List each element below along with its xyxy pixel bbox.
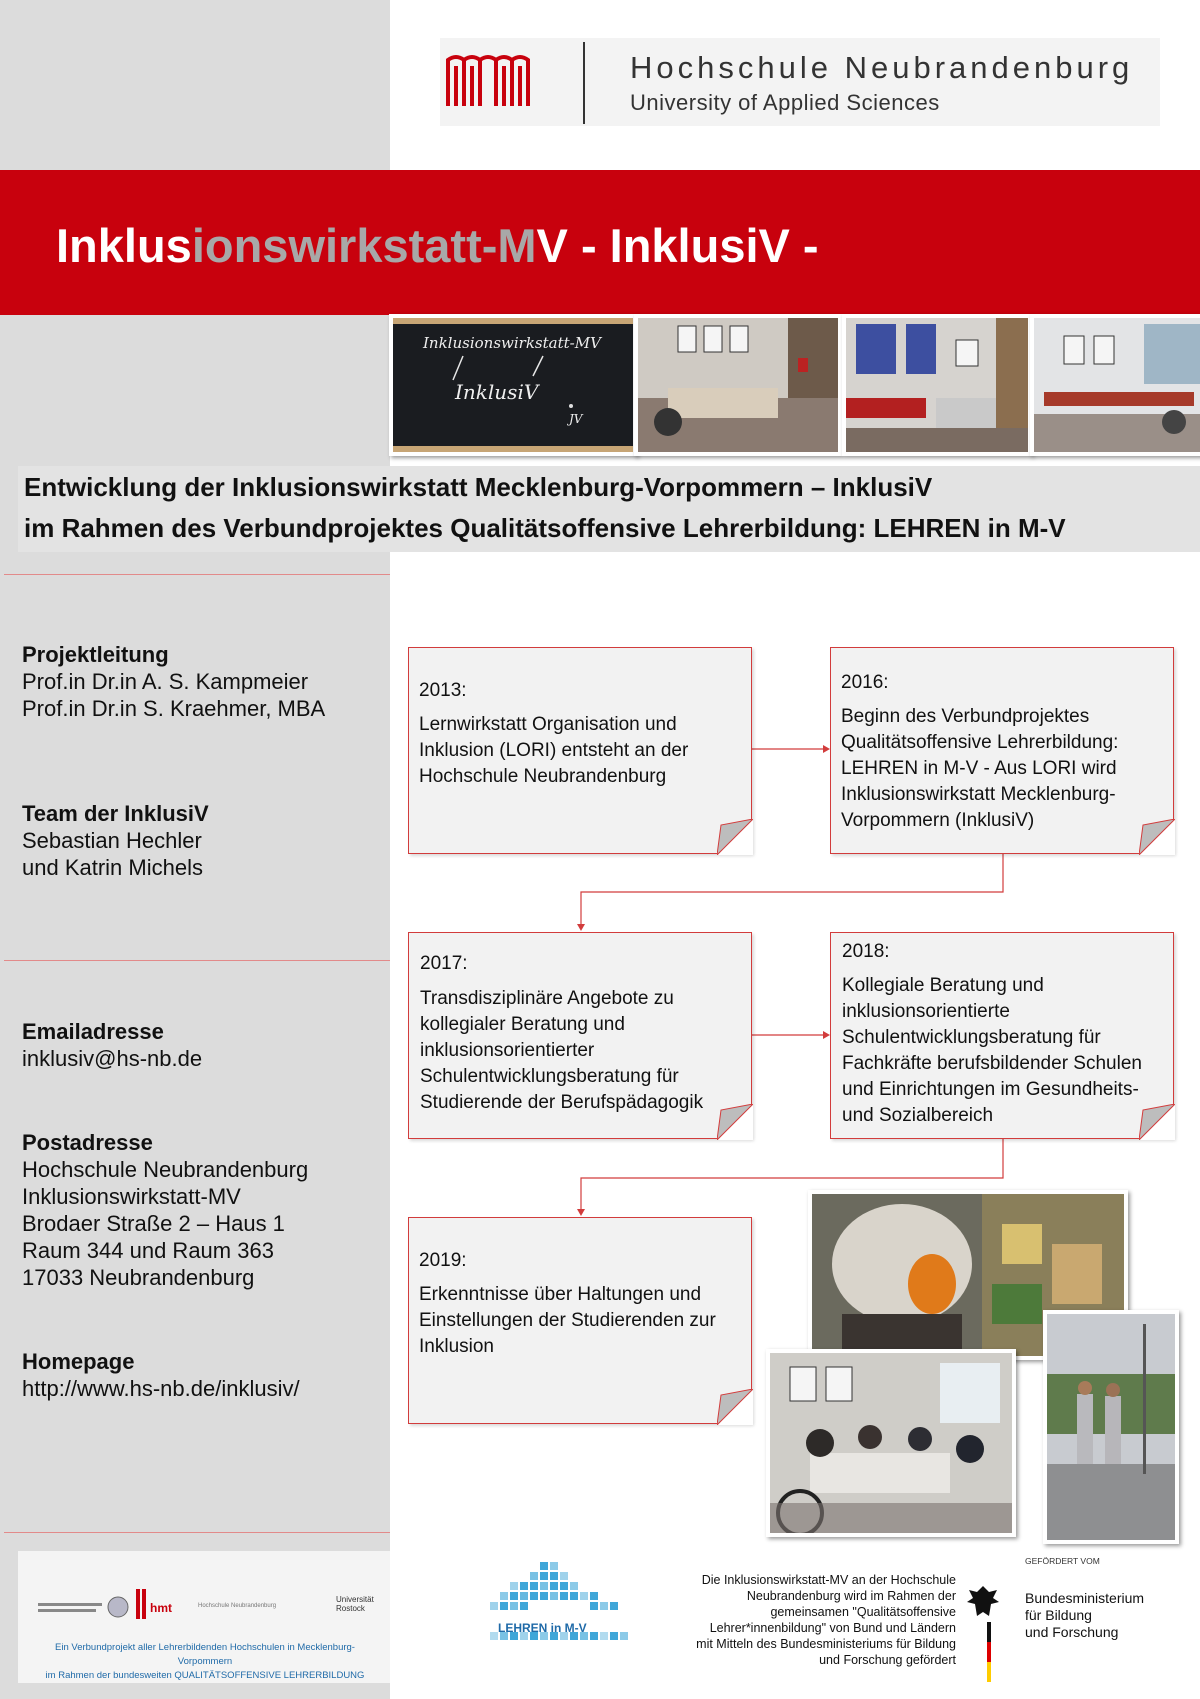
timeline-year: 2019: xyxy=(419,1250,467,1271)
partner-logos-panel xyxy=(18,1551,390,1683)
subtitle-line-1: Entwicklung der Inklusionswirkstatt Mecklenburg-Vorpommern – InklusiV xyxy=(24,472,933,502)
funding-note-line: Neubrandenburg wird im Rahmen der xyxy=(746,1589,956,1603)
photo-outdoor xyxy=(1043,1310,1179,1544)
funding-note-line: und Forschung gefördert xyxy=(819,1653,956,1667)
timeline-text xyxy=(842,973,1142,1129)
timeline-text-line: Studierende der Berufspädagogik xyxy=(420,1092,704,1113)
group-photo-image xyxy=(770,1353,1012,1533)
postadresse-line-3: Brodaer Straße 2 – Haus 1 xyxy=(22,1211,285,1236)
timeline-year: 2013: xyxy=(419,680,467,701)
verbund-text xyxy=(32,1641,378,1683)
email-address[interactable]: inklusiv@hs-nb.de xyxy=(22,1046,203,1071)
projektleitung-heading: Projektleitung xyxy=(22,642,169,667)
title-part-3: V - InklusiV - xyxy=(536,219,819,272)
verbund-text-line: im Rahmen der bundesweiten QUALITÄTSOFFENSIVE LEHRERBILDUNG xyxy=(45,1670,365,1681)
arrow-head-icon xyxy=(577,1209,585,1216)
timeline-box-2017 xyxy=(408,932,752,1139)
funding-note-line: Die Inklusionswirkstatt-MV an der Hochschule xyxy=(701,1573,956,1587)
team-line-2: und Katrin Michels xyxy=(22,855,203,880)
timeline-text xyxy=(419,1282,716,1360)
timeline-box-2016 xyxy=(830,647,1174,854)
blackboard-text-1: Inklusionswirkstatt-MV xyxy=(423,334,601,352)
team-heading: Team der InklusiV xyxy=(22,801,209,826)
projektleitung-line-2: Prof.in Dr.in S. Kraehmer, MBA xyxy=(22,696,326,721)
page-fold-icon xyxy=(1139,1104,1175,1140)
university-subtitle: University of Applied Sciences xyxy=(630,90,940,115)
timeline-text-line: Einstellungen der Studierenden zur xyxy=(419,1310,716,1331)
hmt-logo-bar xyxy=(142,1589,146,1619)
arrow-head-icon xyxy=(823,745,830,753)
postadresse-line-5: 17033 Neubrandenburg xyxy=(22,1265,255,1290)
arrow-head-icon xyxy=(577,924,585,931)
postadresse-line-4: Raum 344 und Raum 363 xyxy=(22,1238,274,1263)
timeline-text-line: Erkenntnisse über Haltungen und xyxy=(419,1284,702,1305)
greifswald-logo-icon xyxy=(38,1595,138,1619)
university-name: Hochschule Neubrandenburg xyxy=(630,50,1134,85)
postadresse-heading: Postadresse xyxy=(22,1130,153,1155)
title-part-1: Inklus xyxy=(56,219,192,272)
page-fold-icon xyxy=(717,819,753,855)
timeline-text-line: inklusionsorientierte xyxy=(842,1001,1010,1022)
bmbf-name-line: und Forschung xyxy=(1025,1624,1119,1640)
timeline-text-line: Beginn des Verbundprojektes xyxy=(841,706,1090,727)
funding-note xyxy=(688,1572,956,1668)
timeline-text xyxy=(420,986,703,1116)
timeline-box-2019 xyxy=(408,1217,752,1424)
homepage-link[interactable]: http://www.hs-nb.de/inklusiv/ xyxy=(22,1376,300,1401)
blackboard-text-2: InklusiV xyxy=(455,380,539,404)
hsnb-logo-small: Hochschule Neubrandenburg xyxy=(198,1603,277,1609)
timeline-text-line: Vorpommern (InklusiV) xyxy=(841,810,1035,831)
lehren-mv-logo-text: LEHREN in M-V xyxy=(498,1621,587,1635)
postadresse-line-1: Hochschule Neubrandenburg xyxy=(22,1157,309,1182)
lehren-mv-logo-icon xyxy=(490,1560,640,1650)
timeline-text-line: Schulentwicklungsberatung für xyxy=(842,1027,1101,1048)
page-fold-icon xyxy=(1139,819,1175,855)
hmt-logo: hmt xyxy=(150,1601,172,1615)
outdoor-photo-image xyxy=(1047,1314,1175,1540)
timeline-box-2018 xyxy=(830,932,1174,1139)
timeline-text-line: Inklusionswirkstatt Mecklenburg- xyxy=(841,784,1116,805)
postadresse-line-2: Inklusionswirkstatt-MV xyxy=(22,1184,241,1209)
timeline-box-2013 xyxy=(408,647,752,854)
homepage-heading: Homepage xyxy=(22,1349,135,1374)
timeline-text-line: Transdisziplinäre Angebote zu xyxy=(420,988,674,1009)
timeline-text-line: Qualitätsoffensive Lehrerbildung: xyxy=(841,732,1119,753)
timeline-text-line: kollegialer Beratung und xyxy=(420,1014,625,1035)
timeline-text xyxy=(419,712,688,790)
timeline-year: 2017: xyxy=(420,953,468,974)
bmbf-logo xyxy=(963,1552,1145,1682)
connector-2016-2017 xyxy=(581,853,1003,927)
timeline-year: 2016: xyxy=(841,672,889,693)
bmbf-name xyxy=(1025,1590,1144,1641)
title-part-2: ionswirkstatt-M xyxy=(191,219,537,272)
page-fold-icon xyxy=(717,1104,753,1140)
arrow-head-icon xyxy=(823,1031,830,1039)
timeline-year: 2018: xyxy=(842,941,890,962)
photo-group-work xyxy=(766,1349,1016,1537)
timeline-text-line: Hochschule Neubrandenburg xyxy=(419,766,667,787)
projektleitung-line-1: Prof.in Dr.in A. S. Kampmeier xyxy=(22,669,309,694)
rostock-logo: Universität Rostock xyxy=(336,1595,374,1613)
timeline-text-line: und Einrichtungen im Gesundheits- xyxy=(842,1079,1139,1100)
funding-note-line: gemeinsamen "Qualitätsoffensive xyxy=(770,1605,956,1619)
timeline-text-line: inklusionsorientierter xyxy=(420,1040,595,1061)
email-heading: Emailadresse xyxy=(22,1019,164,1044)
team-line-1: Sebastian Hechler xyxy=(22,828,202,853)
federal-eagle-icon xyxy=(963,1582,1003,1682)
timeline-text-line: Lernwirkstatt Organisation und xyxy=(419,714,677,735)
bmbf-name-line: für Bildung xyxy=(1025,1607,1092,1623)
blackboard-initials: JV xyxy=(569,412,583,426)
funding-note-line: mit Mitteln des Bundesministeriums für Bildung xyxy=(696,1637,956,1651)
timeline-text-line: Kollegiale Beratung und xyxy=(842,975,1044,996)
page-fold-icon xyxy=(717,1389,753,1425)
gefoerdert-label: GEFÖRDERT VOM xyxy=(1025,1556,1100,1566)
timeline-text-line: Fachkräfte berufsbildender Schulen xyxy=(842,1053,1142,1074)
bmbf-name-line: Bundesministerium xyxy=(1025,1590,1145,1606)
timeline-text-line: Inklusion (LORI) entsteht an der xyxy=(419,740,689,761)
funding-note-line: Lehrer*innenbildung" von Bund und Ländern xyxy=(709,1621,956,1635)
hmt-logo-bar xyxy=(136,1589,140,1619)
timeline-text xyxy=(841,704,1118,834)
timeline-text-line: Schulentwicklungsberatung für xyxy=(420,1066,679,1087)
verbund-text-line: Ein Verbundprojekt aller Lehrerbildenden Hochschulen in Mecklenburg-Vorpommern xyxy=(55,1642,355,1667)
timeline-text-line: Inklusion xyxy=(419,1336,494,1357)
timeline-text-line: und Sozialbereich xyxy=(842,1105,994,1126)
subtitle-line-2: im Rahmen des Verbundprojektes Qualitätsoffensive Lehrerbildung: LEHREN in M-V xyxy=(24,513,1066,543)
timeline-text-line: LEHREN in M-V - Aus LORI wird xyxy=(841,758,1117,779)
